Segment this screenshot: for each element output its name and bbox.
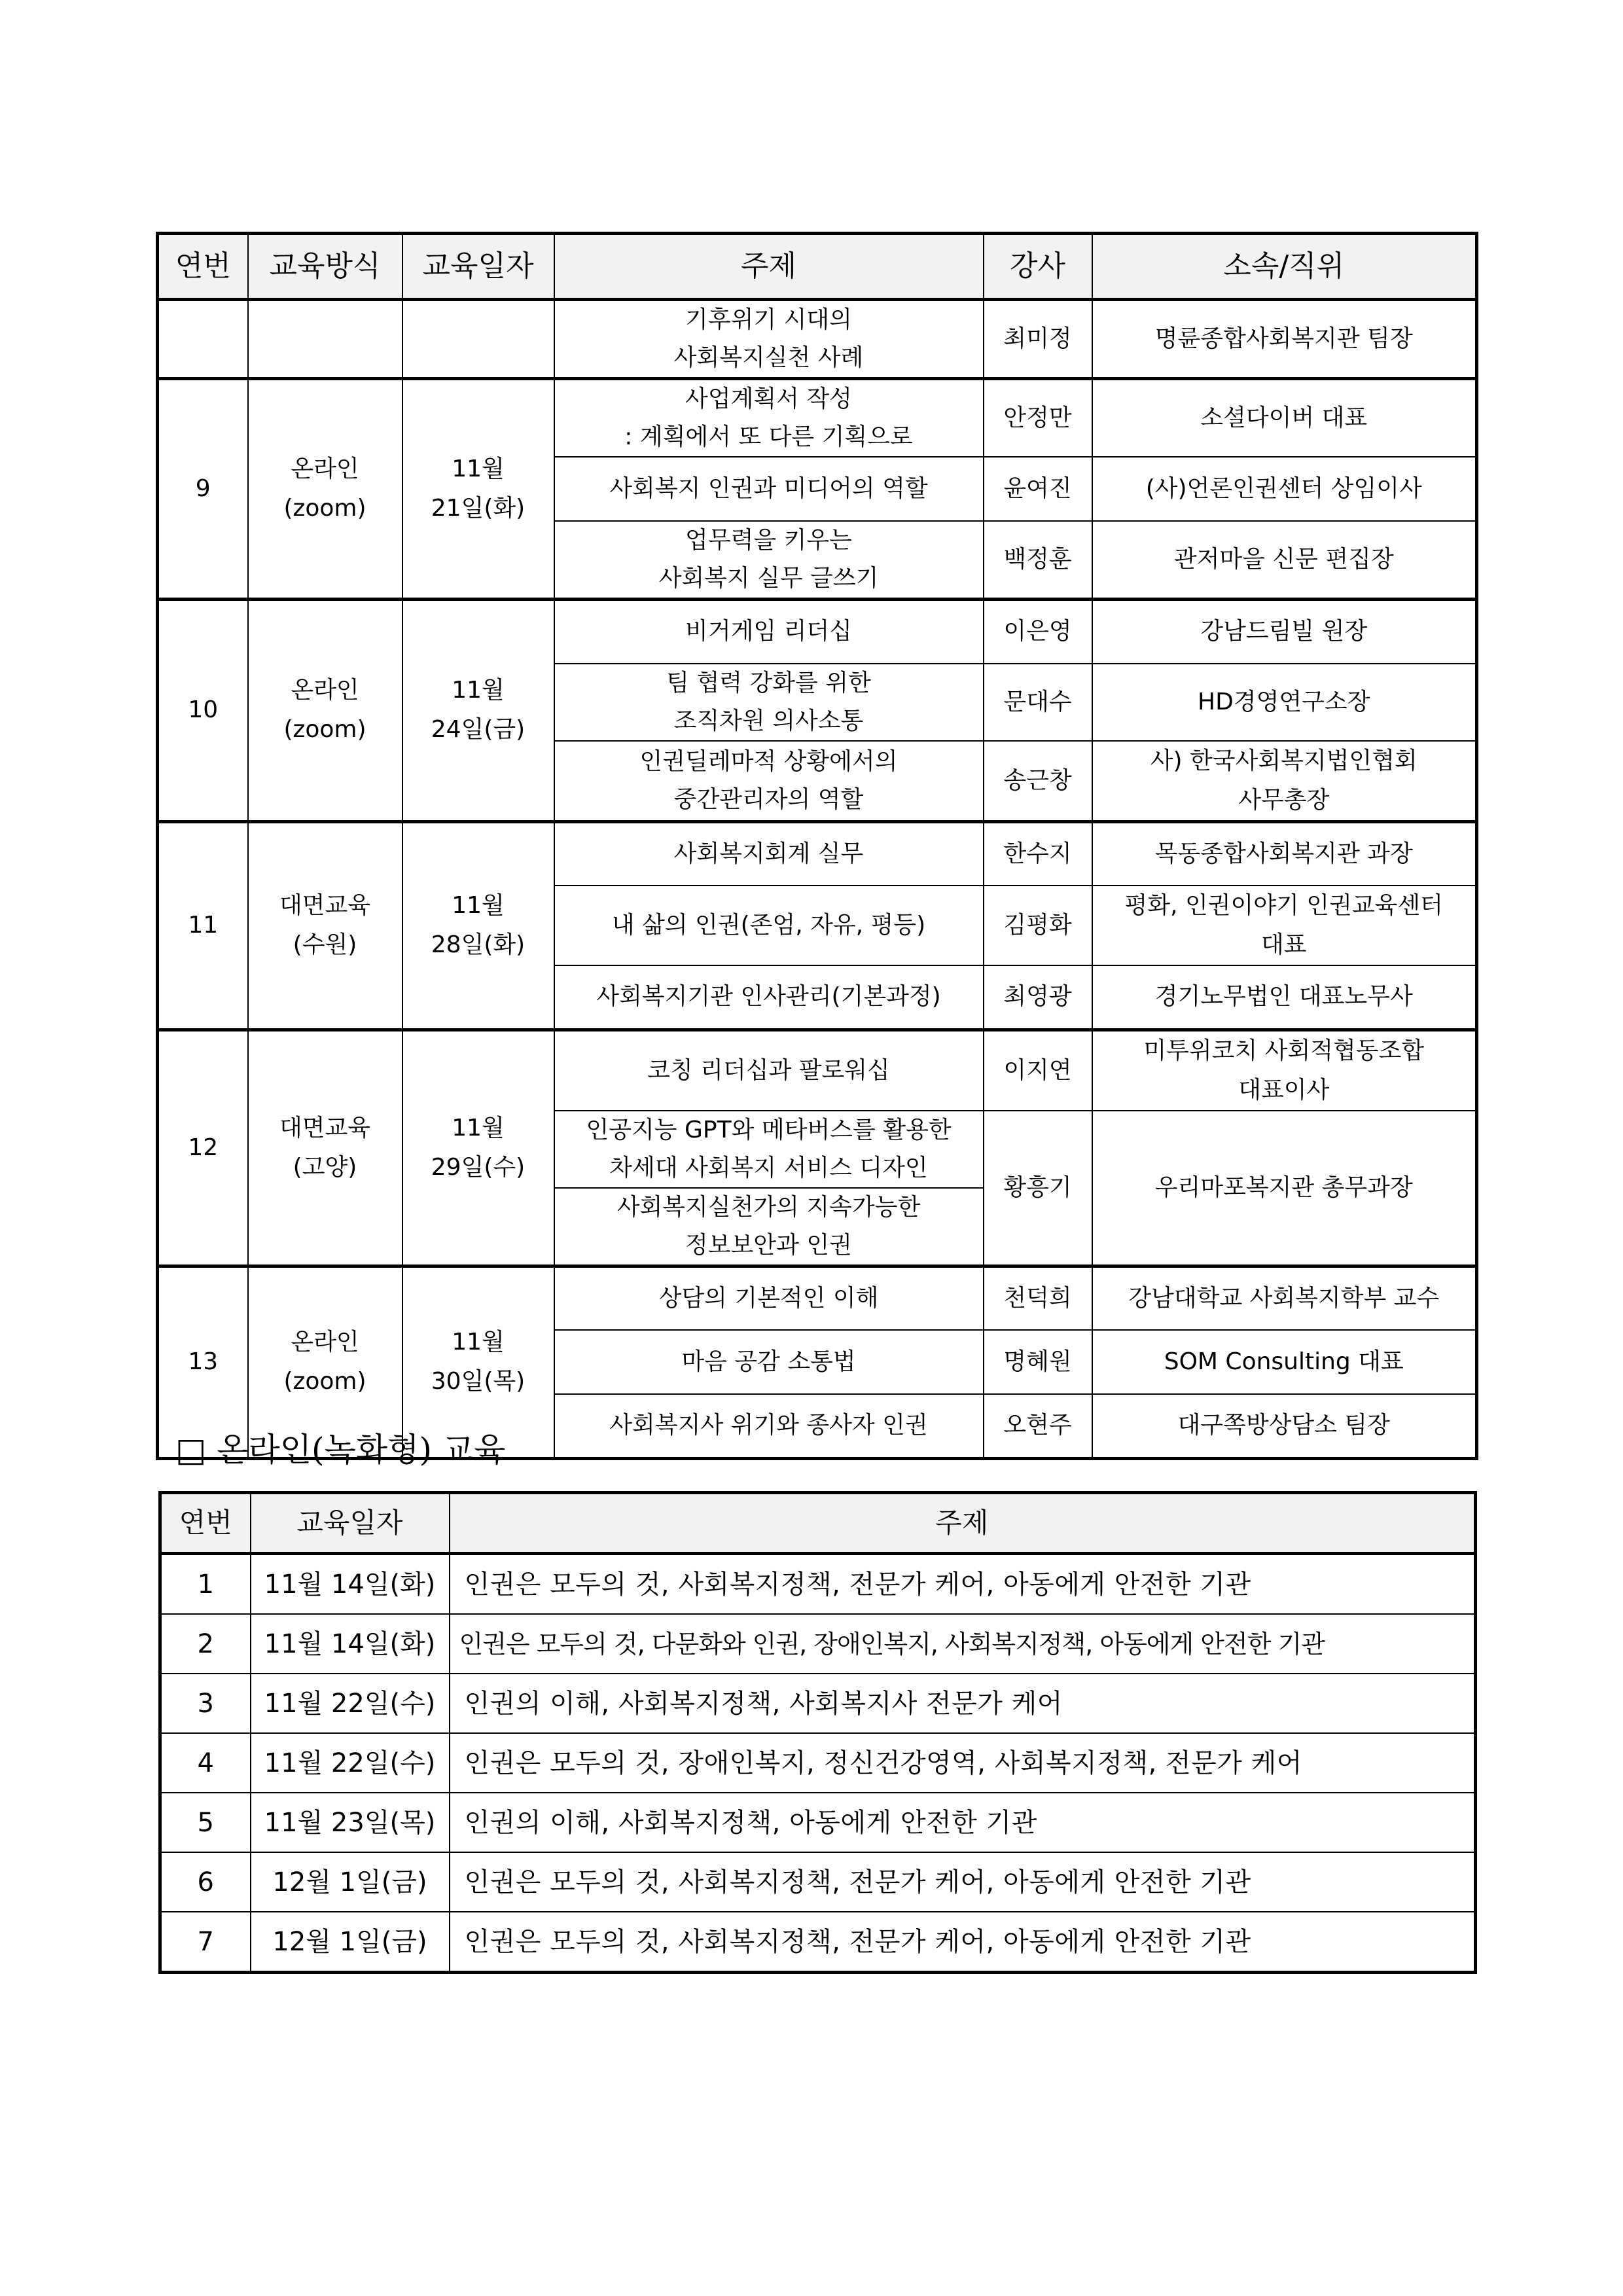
table-row (158, 379, 1477, 457)
table-row (160, 1554, 1476, 1615)
header-no: 연번 (160, 1493, 251, 1554)
lecturer-cell: 천덕희 (984, 1266, 1092, 1330)
affiliation-cell: 우리마포복지관 총무과장 (1092, 1111, 1477, 1266)
row-topic: 인권은 모두의 것, 장애인복지, 정신건강영역, 사회복지정책, 전문가 케어 (450, 1733, 1476, 1793)
session-no: 12 (158, 1030, 248, 1266)
topic-cell: 기후위기 시대의 사회복지실천 사례 (554, 300, 984, 379)
recorded-table (158, 1491, 1477, 1974)
affiliation-cell: 소셜다이버 대표 (1092, 379, 1477, 457)
affiliation-cell: 평화, 인권이야기 인권교육센터 대표 (1092, 886, 1477, 965)
table-row (160, 1674, 1476, 1733)
topic-cell: 인공지능 GPT와 메타버스를 활용한 차세대 사회복지 서비스 디자인 (554, 1111, 984, 1188)
table-row (158, 300, 1477, 379)
affiliation-cell: 경기노무법인 대표노무사 (1092, 965, 1477, 1030)
row-date: 12월 1일(금) (251, 1912, 450, 1973)
section-title: □ 온라인(녹화형) 교육 (175, 1431, 506, 1469)
session-date: 11월 24일(금) (402, 600, 554, 822)
lecturer-cell: 명혜원 (984, 1330, 1092, 1394)
table-row (158, 600, 1477, 664)
table-row (158, 821, 1477, 886)
session-method: 대면교육 (고양) (248, 1030, 402, 1266)
row-no: 3 (160, 1674, 251, 1733)
row-topic: 인권은 모두의 것, 사회복지정책, 전문가 케어, 아동에게 안전한 기관 (450, 1852, 1476, 1912)
table-row (158, 1266, 1477, 1330)
empty-cell (248, 300, 402, 379)
session-date: 11월 30일(목) (402, 1266, 554, 1458)
topic-cell: 사회복지 인권과 미디어의 역할 (554, 457, 984, 521)
affiliation-cell: 사) 한국사회복지법인협회 사무총장 (1092, 741, 1477, 822)
header-topic: 주제 (450, 1493, 1476, 1554)
session-date: 11월 29일(수) (402, 1030, 554, 1266)
row-date: 12월 1일(금) (251, 1852, 450, 1912)
header-no: 연번 (158, 234, 248, 300)
lecturer-cell: 윤여진 (984, 457, 1092, 521)
topic-cell: 인권딜레마적 상황에서의 중간관리자의 역할 (554, 741, 984, 822)
schedule-header-row (158, 234, 1477, 300)
topic-cell: 사회복지사 위기와 종사자 인권 (554, 1394, 984, 1458)
header-date: 교육일자 (402, 234, 554, 300)
row-topic: 인권의 이해, 사회복지정책, 사회복지사 전문가 케어 (450, 1674, 1476, 1733)
row-topic: 인권의 이해, 사회복지정책, 아동에게 안전한 기관 (450, 1793, 1476, 1852)
lecturer-cell: 최영광 (984, 965, 1092, 1030)
topic-cell: 코칭 리더십과 팔로워십 (554, 1030, 984, 1111)
affiliation-cell: 강남드림빌 원장 (1092, 600, 1477, 664)
header-date: 교육일자 (251, 1493, 450, 1554)
affiliation-cell: 대구쪽방상담소 팀장 (1092, 1394, 1477, 1458)
session-no: 13 (158, 1266, 248, 1458)
row-topic: 인권은 모두의 것, 다문화와 인권, 장애인복지, 사회복지정책, 아동에게 안전한 기관 (450, 1614, 1476, 1674)
table-row (160, 1614, 1476, 1674)
session-method: 온라인 (zoom) (248, 379, 402, 600)
topic-cell: 팀 협력 강화를 위한 조직차원 의사소통 (554, 664, 984, 741)
row-no: 1 (160, 1554, 251, 1615)
lecturer-cell: 송근창 (984, 741, 1092, 822)
lecturer-cell: 김평화 (984, 886, 1092, 965)
topic-cell: 사회복지기관 인사관리(기본과정) (554, 965, 984, 1030)
affiliation-cell: 관저마을 신문 편집장 (1092, 521, 1477, 600)
topic-cell: 마음 공감 소통법 (554, 1330, 984, 1394)
session-method: 온라인 (zoom) (248, 1266, 402, 1458)
affiliation-cell: (사)언론인권센터 상임이사 (1092, 457, 1477, 521)
affiliation-cell: 명륜종합사회복지관 팀장 (1092, 300, 1477, 379)
empty-cell (402, 300, 554, 379)
row-date: 11월 22일(수) (251, 1733, 450, 1793)
topic-cell: 내 삶의 인권(존엄, 자유, 평등) (554, 886, 984, 965)
row-no: 4 (160, 1733, 251, 1793)
header-lecturer: 강사 (984, 234, 1092, 300)
lecturer-cell: 황흥기 (984, 1111, 1092, 1266)
row-no: 5 (160, 1793, 251, 1852)
lecturer-cell: 한수지 (984, 821, 1092, 886)
row-date: 11월 23일(목) (251, 1793, 450, 1852)
session-date: 11월 28일(화) (402, 821, 554, 1030)
header-method: 교육방식 (248, 234, 402, 300)
lecturer-cell: 이지연 (984, 1030, 1092, 1111)
table-row (160, 1733, 1476, 1793)
row-no: 7 (160, 1912, 251, 1973)
topic-cell: 사회복지실천가의 지속가능한 정보보안과 인권 (554, 1188, 984, 1266)
topic-cell: 사회복지회계 실무 (554, 821, 984, 886)
lecturer-cell: 오현주 (984, 1394, 1092, 1458)
row-topic: 인권은 모두의 것, 사회복지정책, 전문가 케어, 아동에게 안전한 기관 (450, 1912, 1476, 1973)
session-no: 11 (158, 821, 248, 1030)
lecturer-cell: 백정훈 (984, 521, 1092, 600)
header-affiliation: 소속/직위 (1092, 234, 1477, 300)
lecturer-cell: 최미정 (984, 300, 1092, 379)
table-row (160, 1912, 1476, 1973)
table-row (160, 1793, 1476, 1852)
schedule-table (156, 232, 1478, 1460)
affiliation-cell: 미투위코치 사회적협동조합 대표이사 (1092, 1030, 1477, 1111)
session-no: 10 (158, 600, 248, 822)
table-row (158, 1030, 1477, 1111)
lecturer-cell: 문대수 (984, 664, 1092, 741)
affiliation-cell: HD경영연구소장 (1092, 664, 1477, 741)
recorded-header-row (160, 1493, 1476, 1554)
affiliation-cell: 강남대학교 사회복지학부 교수 (1092, 1266, 1477, 1330)
lecturer-cell: 이은영 (984, 600, 1092, 664)
empty-cell (158, 300, 248, 379)
row-date: 11월 14일(화) (251, 1614, 450, 1674)
row-topic: 인권은 모두의 것, 사회복지정책, 전문가 케어, 아동에게 안전한 기관 (450, 1554, 1476, 1615)
affiliation-cell: 목동종합사회복지관 과장 (1092, 821, 1477, 886)
topic-cell: 상담의 기본적인 이해 (554, 1266, 984, 1330)
row-no: 6 (160, 1852, 251, 1912)
session-method: 온라인 (zoom) (248, 600, 402, 822)
topic-cell: 비거게임 리더십 (554, 600, 984, 664)
row-no: 2 (160, 1614, 251, 1674)
table-row (160, 1852, 1476, 1912)
session-date: 11월 21일(화) (402, 379, 554, 600)
lecturer-cell: 안정만 (984, 379, 1092, 457)
affiliation-cell: SOM Consulting 대표 (1092, 1330, 1477, 1394)
row-date: 11월 22일(수) (251, 1674, 450, 1733)
header-topic: 주제 (554, 234, 984, 300)
topic-cell: 업무력을 키우는 사회복지 실무 글쓰기 (554, 521, 984, 600)
session-method: 대면교육 (수원) (248, 821, 402, 1030)
topic-cell: 사업계획서 작성 : 계획에서 또 다른 기획으로 (554, 379, 984, 457)
session-no: 9 (158, 379, 248, 600)
row-date: 11월 14일(화) (251, 1554, 450, 1615)
